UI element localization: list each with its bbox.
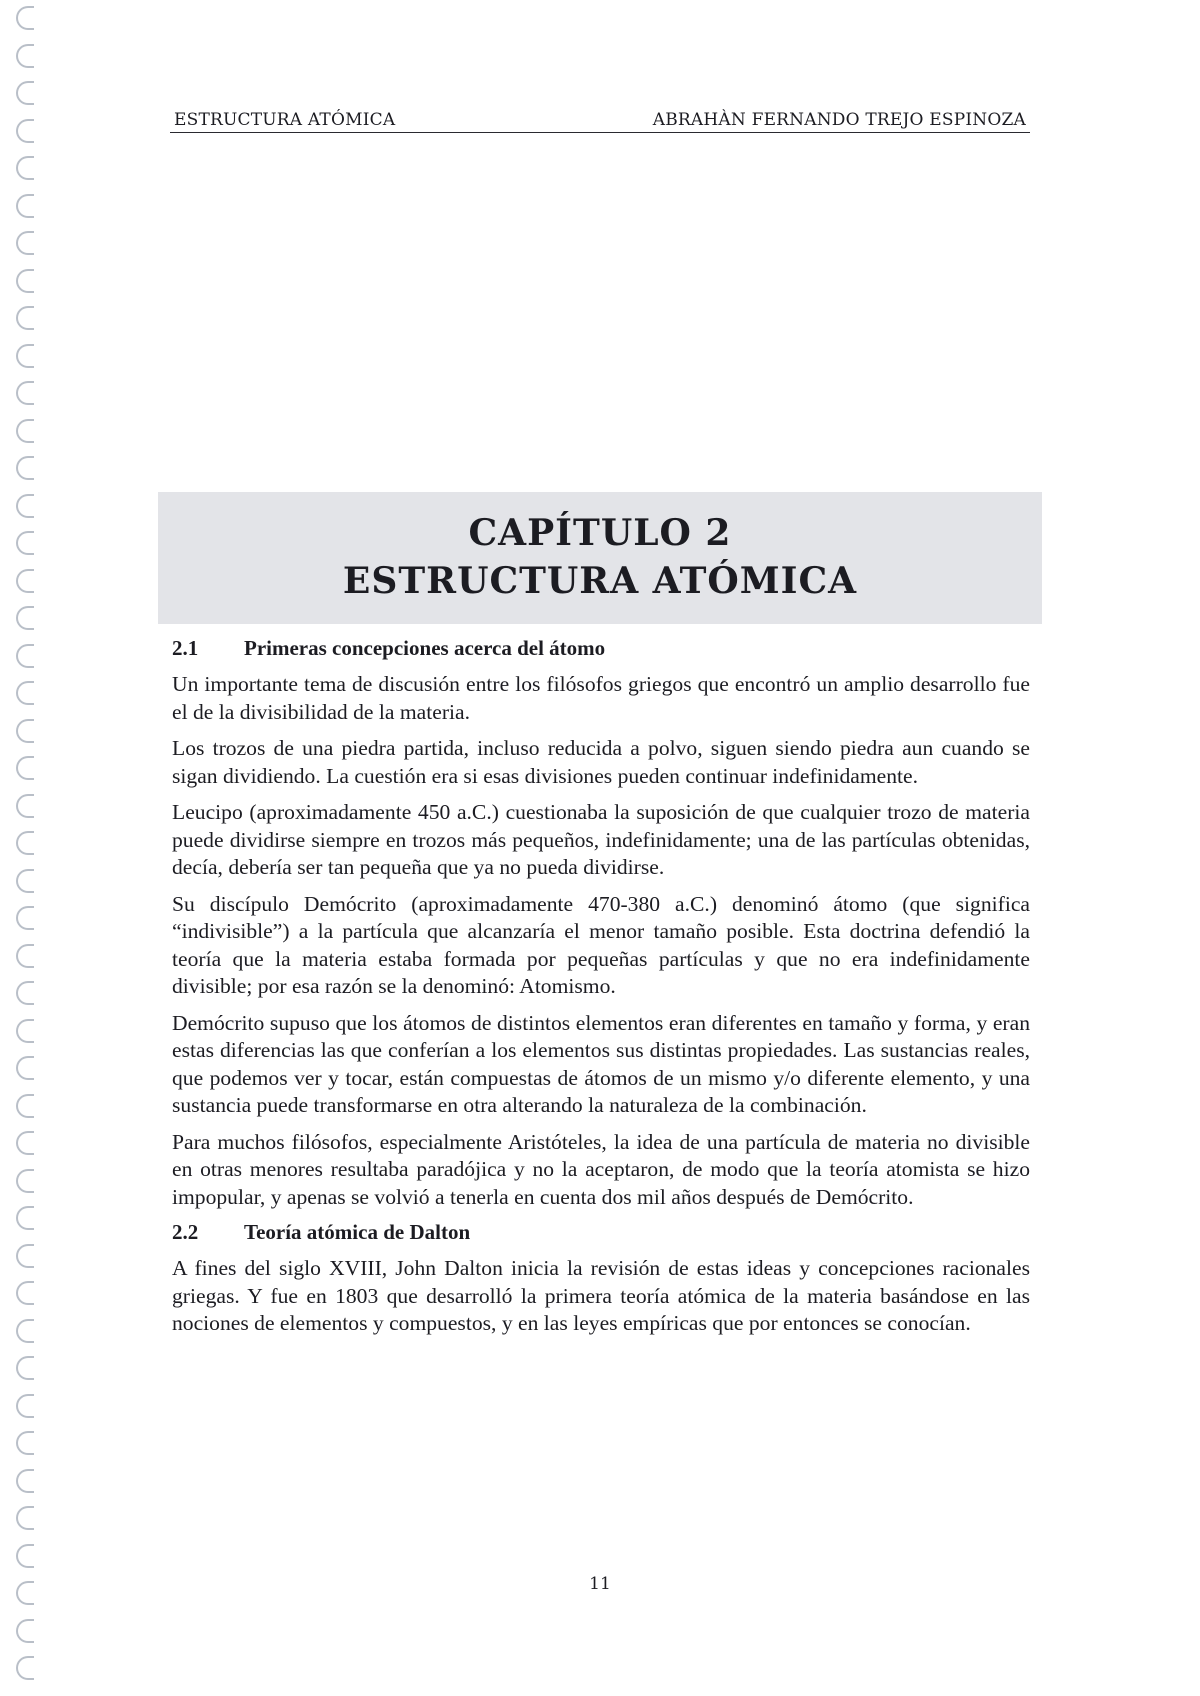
paragraph: Un importante tema de discusión entre los filósofos griegos que encontró un amplio desarrollo fue el de la divisibilidad de la materia.: [172, 672, 1030, 724]
binding-ring: [16, 831, 34, 855]
binding-ring: [16, 1656, 34, 1680]
binding-ring: [16, 156, 34, 180]
binding-ring: [16, 231, 34, 255]
paragraph: Leucipo (aproximadamente 450 a.C.) cuestionaba la suposición de que cualquier trozo de materia puede dividirse siempre en trozos más pequeños, indefinidamente; una de las partículas obtenidas, decía, debería ser tan pequeña que ya no pueda dividirse.: [172, 800, 1030, 879]
page-body: [172, 630, 1030, 1347]
binding-ring: [16, 1356, 34, 1380]
binding-ring: [16, 1469, 34, 1493]
paragraph: Su discípulo Demócrito (aproximadamente 470-380 a.C.) denominó átomo (que significa “indivisible”) a la partícula que alcanzaría el menor tamaño posible. Esta doctrina defendió la teoría que la materia estaba formada por pequeñas partículas y que no era indefinidamente divisible; por esa razón se la denominó: Atomismo.: [172, 891, 1030, 998]
binding-ring: [16, 1094, 34, 1118]
binding-ring: [16, 6, 34, 30]
spiral-binding: [12, 0, 42, 1696]
binding-ring: [16, 419, 34, 443]
section-number: 2.1: [172, 636, 199, 660]
binding-ring: [16, 456, 34, 480]
binding-ring: [16, 981, 34, 1005]
chapter-number: CAPÍTULO 2: [468, 512, 732, 554]
section-heading: [172, 636, 1030, 661]
paragraph: Los trozos de una piedra partida, incluso reducida a polvo, siguen siendo piedra aun cuando se sigan dividiendo. La cuestión era si esas divisiones pueden continuar indefinidamente.: [172, 736, 1030, 788]
binding-ring: [16, 1131, 34, 1155]
binding-ring: [16, 1431, 34, 1455]
binding-ring: [16, 344, 34, 368]
binding-ring: [16, 1619, 34, 1643]
binding-ring: [16, 569, 34, 593]
binding-ring: [16, 269, 34, 293]
chapter-title: ESTRUCTURA ATÓMICA: [342, 560, 858, 602]
binding-ring: [16, 381, 34, 405]
paragraph: Demócrito supuso que los átomos de distintos elementos eran diferentes en tamaño y forma, y eran estas diferencias las que conferían a los elementos sus distintas propiedades. Las sustancias reales, que podemos ver y tocar, están compuestas de átomos de un mismo y/o diferente elemento, y una sustancia puede transformarse en otra alterando la naturaleza de la combinación.: [172, 1010, 1030, 1117]
binding-ring: [16, 1394, 34, 1418]
section-number: 2.2: [172, 1220, 199, 1244]
binding-ring: [16, 1244, 34, 1268]
binding-ring: [16, 1169, 34, 1193]
binding-ring: [16, 794, 34, 818]
binding-ring: [16, 944, 34, 968]
header-title: ESTRUCTURA ATÓMICA: [174, 110, 396, 130]
page-number: 11: [589, 1574, 611, 1594]
section-heading: [172, 1220, 1030, 1245]
binding-ring: [16, 531, 34, 555]
binding-ring: [16, 194, 34, 218]
running-header: [170, 108, 1030, 133]
binding-ring: [16, 756, 34, 780]
paragraph: A fines del siglo XVIII, John Dalton inicia la revisión de estas ideas y concepciones racionales griegas. Y fue en 1803 que desarrolló la primera teoría atómica de la materia basándose en las nociones de elementos y compuestos, y en las leyes empíricas que por entonces se conocían.: [172, 1256, 1030, 1335]
binding-ring: [16, 681, 34, 705]
paragraph: Para muchos filósofos, especialmente Aristóteles, la idea de una partícula de materia no divisible en otras menores resultaba paradójica y no la aceptaron, de modo que la teoría atomista se hizo impopular, y apenas se volvió a tenerla en cuenta dos mil años después de Demócrito.: [172, 1129, 1030, 1209]
binding-ring: [16, 1019, 34, 1043]
binding-ring: [16, 1056, 34, 1080]
binding-ring: [16, 1281, 34, 1305]
binding-ring: [16, 81, 34, 105]
binding-ring: [16, 644, 34, 668]
binding-ring: [16, 1206, 34, 1230]
binding-ring: [16, 1506, 34, 1530]
binding-ring: [16, 44, 34, 68]
binding-ring: [16, 494, 34, 518]
binding-ring: [16, 606, 34, 630]
binding-ring: [16, 1319, 34, 1343]
binding-ring: [16, 1544, 34, 1568]
binding-ring: [16, 719, 34, 743]
binding-ring: [16, 306, 34, 330]
section-title: Primeras concepciones acerca del átomo: [244, 636, 606, 660]
binding-ring: [16, 869, 34, 893]
header-author: ABRAHÀN FERNANDO TREJO ESPINOZA: [652, 110, 1026, 130]
binding-ring: [16, 119, 34, 143]
section-title: Teoría atómica de Dalton: [244, 1220, 471, 1244]
binding-ring: [16, 906, 34, 930]
chapter-title-box: [158, 492, 1042, 624]
